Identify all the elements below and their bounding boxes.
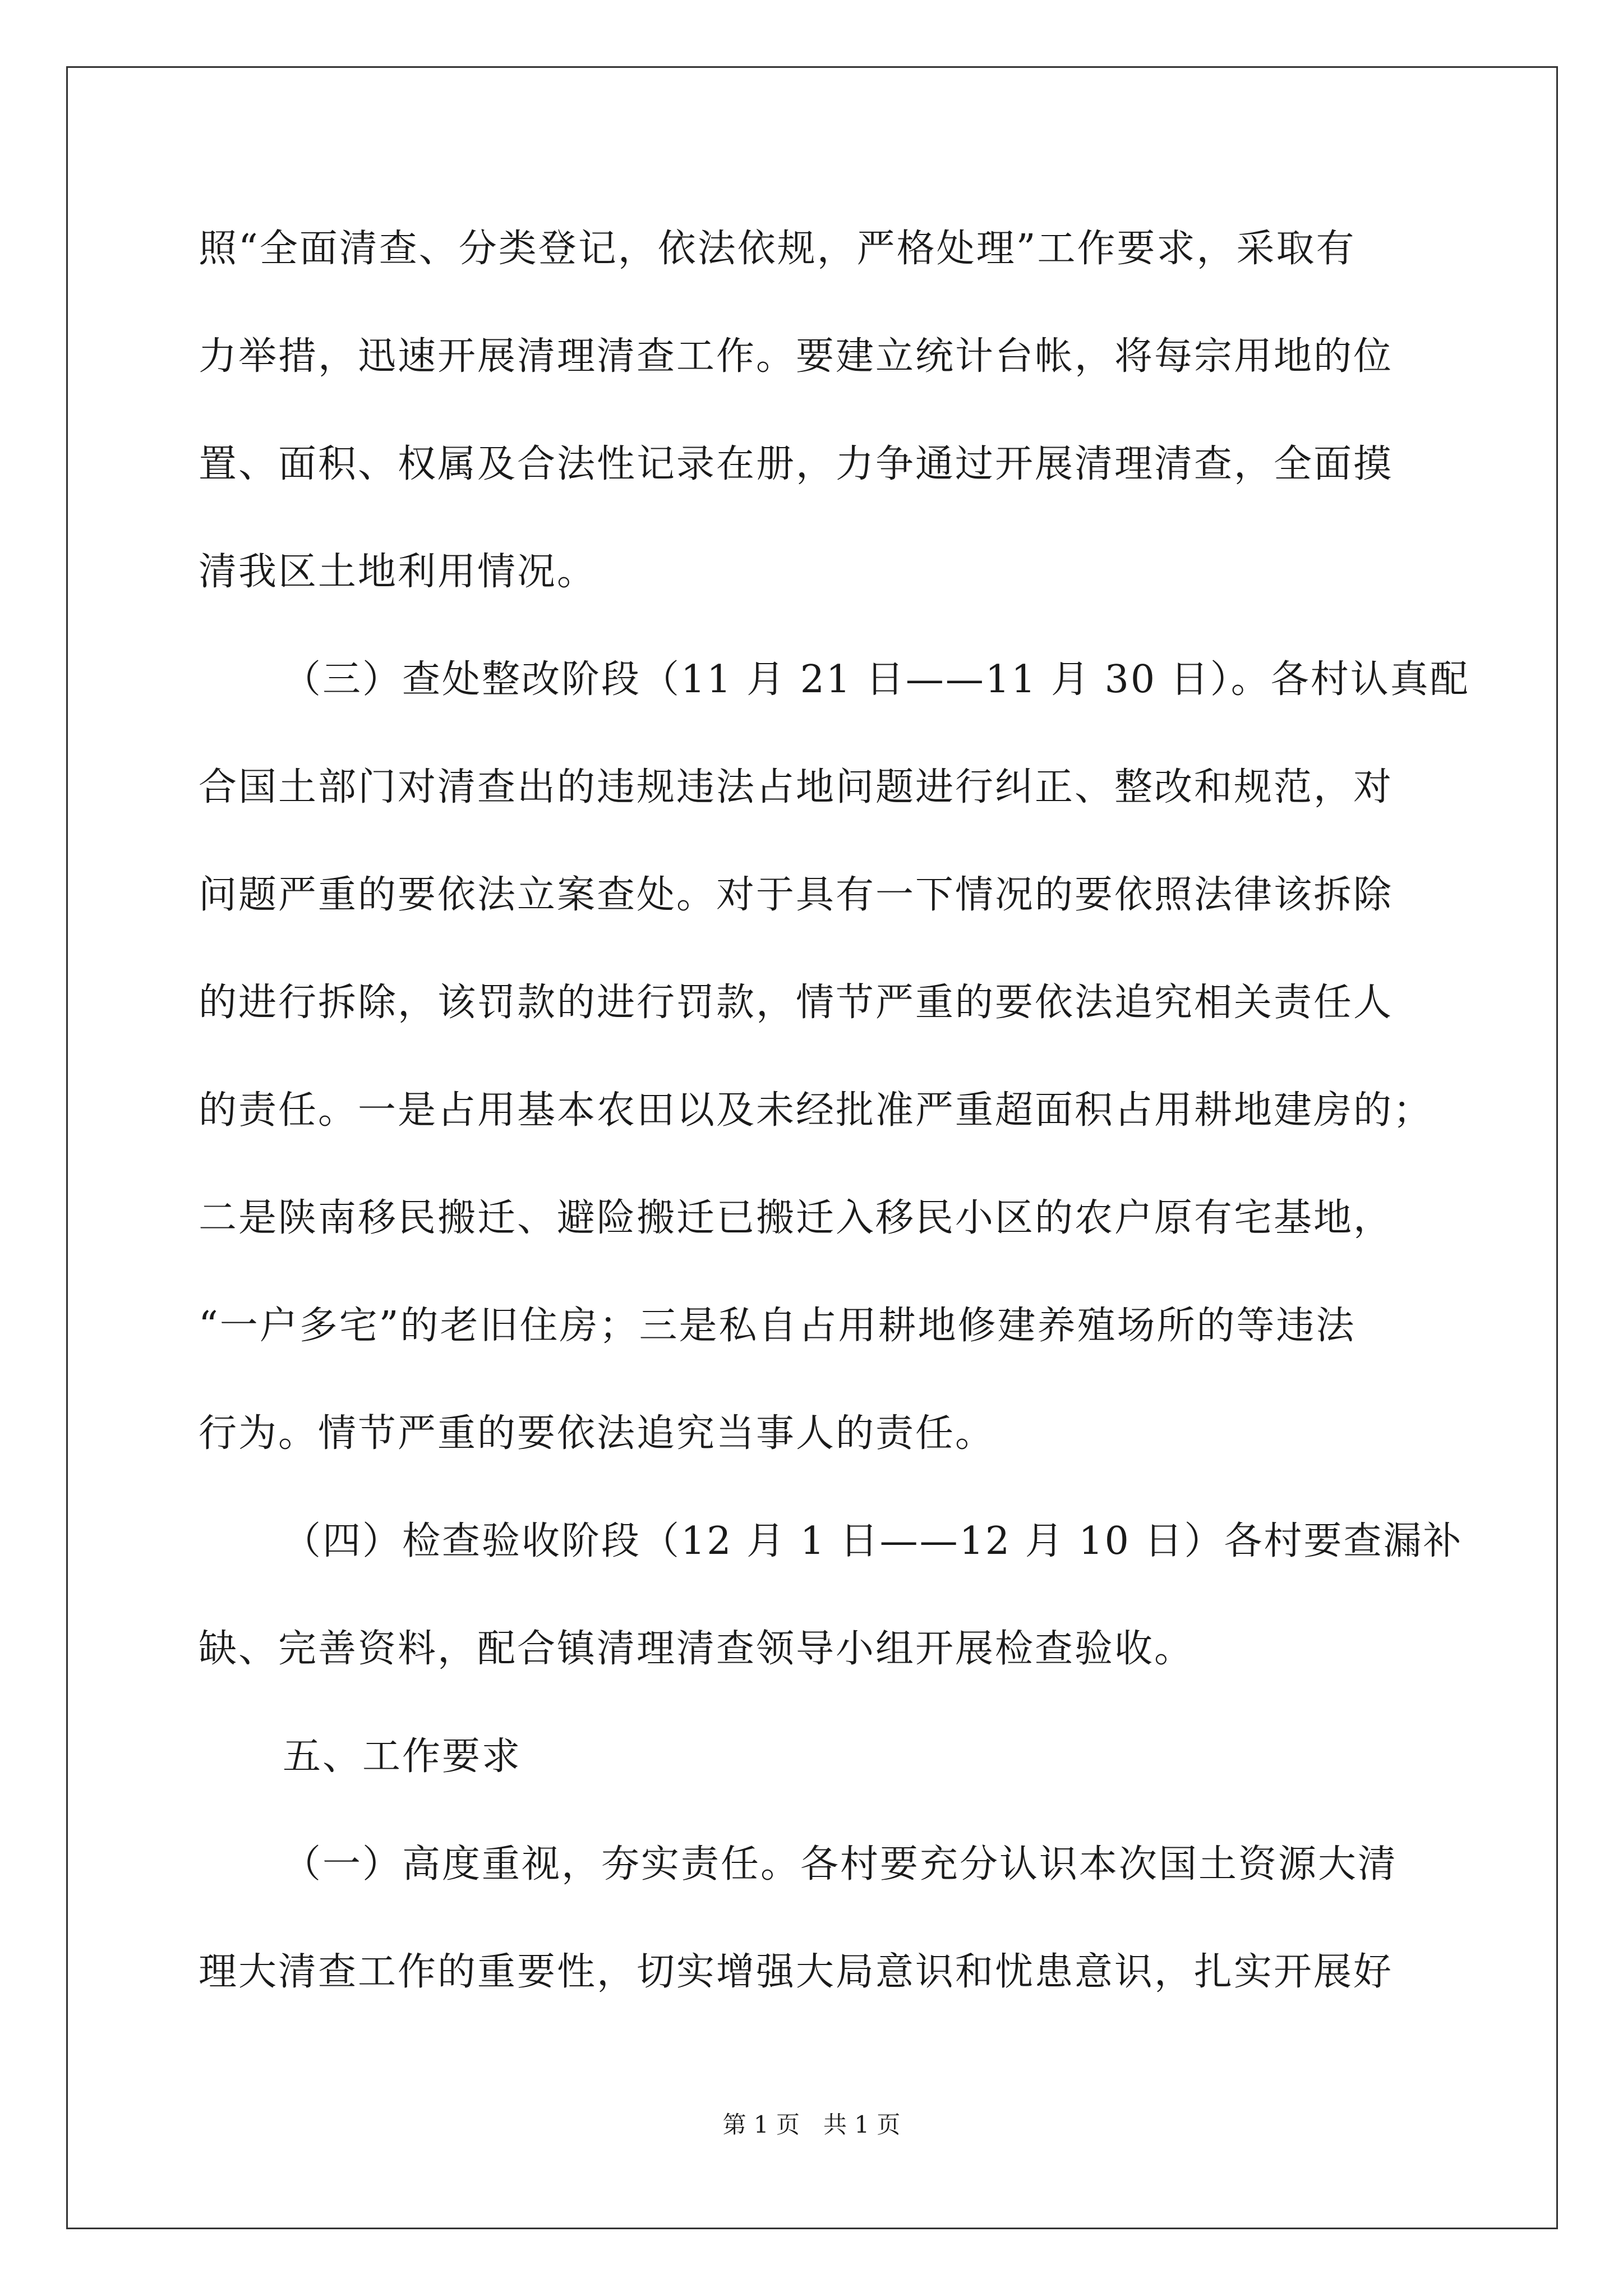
document-body — [199, 222, 1470, 2053]
body-text-line: 缺、完善资料，配合镇清理清查领导小组开展检查验收。 — [199, 1627, 1195, 1671]
body-text-line: 照“全面清查、分类登记，依法依规，严格处理”工作要求，采取有 — [199, 227, 1356, 271]
body-text-line: 置、面积、权属及合法性记录在册，力争通过开展清理清查，全面摸 — [199, 442, 1394, 486]
section-title: 五、工作要求 — [283, 1734, 522, 1779]
body-text-line: 合国土部门对清查出的违规违法占地问题进行纠正、整改和规范，对 — [199, 765, 1394, 809]
page-number-footer: 第 1 页 共 1 页 — [722, 2111, 901, 2138]
body-text-line: 清我区土地利用情况。 — [199, 550, 597, 594]
body-text-line: 行为。情节严重的要依法追究当事人的责任。 — [199, 1411, 995, 1456]
section-heading-line: （四）检查验收阶段（12 月 1 日——12 月 10 日）各村要查漏补 — [283, 1519, 1463, 1563]
body-text-line: 理大清查工作的重要性，切实增强大局意识和忧患意识，扎实开展好 — [199, 1950, 1394, 1994]
body-text-line: 力举措，迅速开展清理清查工作。要建立统计台帐，将每宗用地的位 — [199, 334, 1394, 379]
section-heading-line: （三）查处整改阶段（11 月 21 日——11 月 30 日）。各村认真配 — [283, 657, 1470, 702]
body-text-line: 二是陕南移民搬迁、避险搬迁已搬迁入移民小区的农户原有宅基地， — [199, 1196, 1394, 1240]
section-heading-line: （一）高度重视，夯实责任。各村要充分认识本次国土资源大清 — [283, 1842, 1398, 1887]
body-text-line: 问题严重的要依法立案查处。对于具有一下情况的要依照法律该拆除 — [199, 873, 1394, 917]
body-text-line: “一户多宅”的老旧住房；三是私自占用耕地修建养殖场所的等违法 — [199, 1304, 1356, 1348]
body-text-line: 的责任。一是占用基本农田以及未经批准严重超面积占用耕地建房的； — [199, 1088, 1433, 1133]
body-text-line: 的进行拆除，该罚款的进行罚款，情节严重的要依法追究相关责任人 — [199, 981, 1394, 1025]
